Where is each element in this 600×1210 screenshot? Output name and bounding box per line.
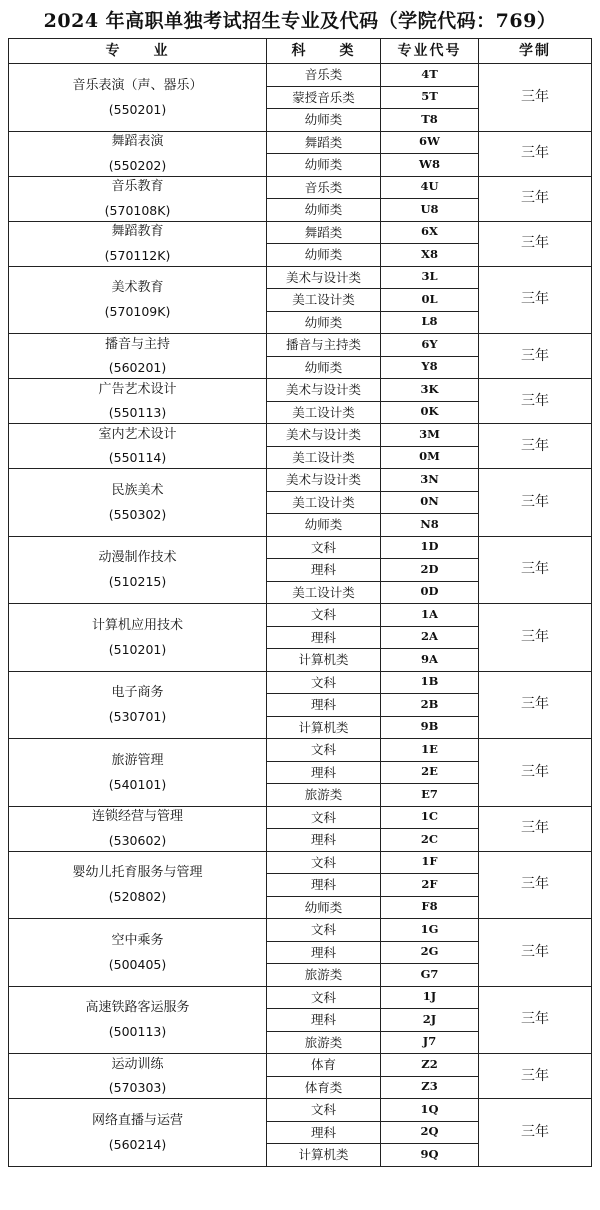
category-cell: 美术与设计类 <box>267 469 381 492</box>
program-code-cell: 1A <box>381 604 479 627</box>
duration-cell: 三年 <box>479 739 592 807</box>
major-cell <box>9 739 267 807</box>
program-code-cell: 6W <box>381 131 479 154</box>
table-row <box>9 604 592 627</box>
major-code: (570303) <box>108 1080 167 1096</box>
major-cell <box>9 131 267 176</box>
category-cell: 美工设计类 <box>267 289 381 312</box>
table-row <box>9 176 592 199</box>
majors-table <box>8 38 592 1167</box>
category-cell: 文科 <box>267 739 381 762</box>
program-code-cell: Z3 <box>381 1076 479 1099</box>
major-code: (570108K) <box>104 202 171 218</box>
category-cell: 文科 <box>267 986 381 1009</box>
category-cell: 舞蹈类 <box>267 131 381 154</box>
category-cell: 文科 <box>267 806 381 829</box>
duration-cell: 三年 <box>479 671 592 739</box>
program-code-cell: 2D <box>381 559 479 582</box>
category-cell: 文科 <box>267 671 381 694</box>
major-name: 室内艺术设计 <box>98 426 177 442</box>
major-code: (570112K) <box>104 247 171 263</box>
header-duration: 学制 <box>479 39 592 64</box>
program-code-cell: 1D <box>381 536 479 559</box>
duration-cell: 三年 <box>479 379 592 424</box>
duration-cell: 三年 <box>479 919 592 987</box>
major-cell <box>9 1099 267 1167</box>
major-name: 旅游管理 <box>111 752 164 768</box>
category-cell: 幼师类 <box>267 514 381 537</box>
major-name: 广告艺术设计 <box>98 381 177 397</box>
major-cell <box>9 424 267 469</box>
major-cell <box>9 221 267 266</box>
program-code-cell: 2A <box>381 626 479 649</box>
table-row <box>9 64 592 87</box>
program-code-cell: 3M <box>381 424 479 447</box>
duration-cell: 三年 <box>479 334 592 379</box>
category-cell: 理科 <box>267 1121 381 1144</box>
duration-cell: 三年 <box>479 424 592 469</box>
program-code-cell: 5T <box>381 86 479 109</box>
page-title: 2024 年高职单独考试招生专业及代码（学院代码：769） <box>43 10 557 32</box>
major-code: (520802) <box>108 889 167 905</box>
category-cell: 幼师类 <box>267 109 381 132</box>
duration-cell: 三年 <box>479 64 592 132</box>
major-cell <box>9 671 267 739</box>
table-row <box>9 806 592 829</box>
category-cell: 旅游类 <box>267 964 381 987</box>
category-cell: 体育类 <box>267 1076 381 1099</box>
program-code-cell: 1Q <box>381 1099 479 1122</box>
major-name: 计算机应用技术 <box>91 617 183 633</box>
program-code-cell: 9A <box>381 649 479 672</box>
major-code: (550113) <box>108 405 167 421</box>
major-code: (550201) <box>108 101 167 117</box>
program-code-cell: L8 <box>381 311 479 334</box>
major-name: 舞蹈表演 <box>111 134 164 150</box>
major-name: 连锁经营与管理 <box>91 809 183 825</box>
program-code-cell: E7 <box>381 784 479 807</box>
duration-cell: 三年 <box>479 1054 592 1099</box>
program-code-cell: 2E <box>381 761 479 784</box>
program-code-cell: 1C <box>381 806 479 829</box>
category-cell: 旅游类 <box>267 1031 381 1054</box>
category-cell: 旅游类 <box>267 784 381 807</box>
category-cell: 美术与设计类 <box>267 424 381 447</box>
category-cell: 体育 <box>267 1054 381 1077</box>
category-cell: 文科 <box>267 536 381 559</box>
category-cell: 理科 <box>267 829 381 852</box>
category-cell: 幼师类 <box>267 244 381 267</box>
category-cell: 文科 <box>267 919 381 942</box>
major-name: 运动训练 <box>111 1056 164 1072</box>
program-code-cell: Y8 <box>381 356 479 379</box>
major-name: 电子商务 <box>111 685 164 701</box>
table-row <box>9 536 592 559</box>
major-code: (540101) <box>108 776 167 792</box>
table-row <box>9 919 592 942</box>
major-name: 动漫制作技术 <box>98 550 177 566</box>
table-row <box>9 379 592 402</box>
category-cell: 理科 <box>267 1009 381 1032</box>
program-code-cell: 1E <box>381 739 479 762</box>
duration-cell: 三年 <box>479 536 592 604</box>
category-cell: 理科 <box>267 941 381 964</box>
category-cell: 计算机类 <box>267 649 381 672</box>
header-category: 科 类 <box>267 39 381 64</box>
program-code-cell: 4U <box>381 176 479 199</box>
major-cell <box>9 469 267 537</box>
program-code-cell: 2Q <box>381 1121 479 1144</box>
major-name: 音乐表演（声、器乐） <box>72 77 203 93</box>
major-code: (500405) <box>108 956 167 972</box>
major-name: 网络直播与运营 <box>91 1112 183 1128</box>
category-cell: 文科 <box>267 851 381 874</box>
major-name: 播音与主持 <box>104 336 170 352</box>
table-row <box>9 469 592 492</box>
program-code-cell: 1B <box>381 671 479 694</box>
category-cell: 美术与设计类 <box>267 266 381 289</box>
program-code-cell: 0N <box>381 491 479 514</box>
program-code-cell: 2F <box>381 874 479 897</box>
table-row <box>9 671 592 694</box>
program-code-cell: 3L <box>381 266 479 289</box>
program-code-cell: 0D <box>381 581 479 604</box>
major-name: 舞蹈教育 <box>111 224 164 240</box>
major-cell <box>9 266 267 334</box>
program-code-cell: W8 <box>381 154 479 177</box>
program-code-cell: 0L <box>381 289 479 312</box>
major-name: 民族美术 <box>111 482 164 498</box>
major-cell <box>9 334 267 379</box>
major-cell <box>9 919 267 987</box>
major-code: (500113) <box>108 1024 167 1040</box>
major-code: (570109K) <box>104 304 171 320</box>
program-code-cell: X8 <box>381 244 479 267</box>
category-cell: 幼师类 <box>267 311 381 334</box>
program-code-cell: 2C <box>381 829 479 852</box>
header-row <box>9 39 592 64</box>
category-cell: 蒙授音乐类 <box>267 86 381 109</box>
program-code-cell: 0M <box>381 446 479 469</box>
program-code-cell: 6X <box>381 221 479 244</box>
category-cell: 幼师类 <box>267 154 381 177</box>
program-code-cell: Z2 <box>381 1054 479 1077</box>
major-cell <box>9 64 267 132</box>
duration-cell: 三年 <box>479 806 592 851</box>
table-row <box>9 424 592 447</box>
major-code: (510201) <box>108 641 167 657</box>
major-cell <box>9 379 267 424</box>
major-cell <box>9 604 267 672</box>
program-code-cell: 6Y <box>381 334 479 357</box>
program-code-cell: 4T <box>381 64 479 87</box>
category-cell: 幼师类 <box>267 199 381 222</box>
category-cell: 理科 <box>267 761 381 784</box>
major-cell <box>9 851 267 919</box>
program-code-cell: 1J <box>381 986 479 1009</box>
category-cell: 理科 <box>267 694 381 717</box>
category-cell: 美术与设计类 <box>267 379 381 402</box>
category-cell: 美工设计类 <box>267 581 381 604</box>
program-code-cell: 9Q <box>381 1144 479 1167</box>
category-cell: 播音与主持类 <box>267 334 381 357</box>
program-code-cell: T8 <box>381 109 479 132</box>
major-cell <box>9 986 267 1054</box>
major-code: (560214) <box>108 1136 167 1152</box>
category-cell: 计算机类 <box>267 1144 381 1167</box>
category-cell: 计算机类 <box>267 716 381 739</box>
major-cell <box>9 806 267 851</box>
program-code-cell: 3K <box>381 379 479 402</box>
category-cell: 音乐类 <box>267 176 381 199</box>
table-row <box>9 1054 592 1077</box>
major-name: 美术教育 <box>111 280 164 296</box>
header-code: 专业代号 <box>381 39 479 64</box>
major-code: (550302) <box>108 506 167 522</box>
program-code-cell: 2J <box>381 1009 479 1032</box>
program-code-cell: 2G <box>381 941 479 964</box>
major-code: (560201) <box>108 360 167 376</box>
duration-cell: 三年 <box>479 221 592 266</box>
category-cell: 幼师类 <box>267 356 381 379</box>
table-row <box>9 266 592 289</box>
program-code-cell: J7 <box>381 1031 479 1054</box>
table-row <box>9 131 592 154</box>
duration-cell: 三年 <box>479 469 592 537</box>
duration-cell: 三年 <box>479 1099 592 1167</box>
program-code-cell: 3N <box>381 469 479 492</box>
category-cell: 文科 <box>267 1099 381 1122</box>
table-row <box>9 1099 592 1122</box>
program-code-cell: F8 <box>381 896 479 919</box>
major-code: (530602) <box>108 832 167 848</box>
category-cell: 美工设计类 <box>267 491 381 514</box>
table-row <box>9 221 592 244</box>
duration-cell: 三年 <box>479 131 592 176</box>
duration-cell: 三年 <box>479 986 592 1054</box>
program-code-cell: G7 <box>381 964 479 987</box>
major-cell <box>9 536 267 604</box>
major-code: (530701) <box>108 709 167 725</box>
table-row <box>9 986 592 1009</box>
major-cell <box>9 1054 267 1099</box>
category-cell: 美工设计类 <box>267 446 381 469</box>
major-name: 婴幼儿托育服务与管理 <box>72 865 203 881</box>
duration-cell: 三年 <box>479 604 592 672</box>
category-cell: 文科 <box>267 604 381 627</box>
duration-cell: 三年 <box>479 266 592 334</box>
table-row <box>9 851 592 874</box>
category-cell: 理科 <box>267 874 381 897</box>
category-cell: 幼师类 <box>267 896 381 919</box>
header-major: 专 业 <box>9 39 267 64</box>
major-name: 高速铁路客运服务 <box>85 1000 190 1016</box>
program-code-cell: N8 <box>381 514 479 537</box>
program-code-cell: U8 <box>381 199 479 222</box>
duration-cell: 三年 <box>479 851 592 919</box>
major-code: (550202) <box>108 157 167 173</box>
major-cell <box>9 176 267 221</box>
table-row <box>9 739 592 762</box>
major-code: (510215) <box>108 574 167 590</box>
category-cell: 理科 <box>267 559 381 582</box>
duration-cell: 三年 <box>479 176 592 221</box>
program-code-cell: 9B <box>381 716 479 739</box>
major-name: 空中乘务 <box>111 932 164 948</box>
program-code-cell: 2B <box>381 694 479 717</box>
category-cell: 舞蹈类 <box>267 221 381 244</box>
program-code-cell: 1F <box>381 851 479 874</box>
major-code: (550114) <box>108 450 167 466</box>
program-code-cell: 1G <box>381 919 479 942</box>
category-cell: 音乐类 <box>267 64 381 87</box>
major-name: 音乐教育 <box>111 179 164 195</box>
program-code-cell: 0K <box>381 401 479 424</box>
table-row <box>9 334 592 357</box>
category-cell: 理科 <box>267 626 381 649</box>
category-cell: 美工设计类 <box>267 401 381 424</box>
